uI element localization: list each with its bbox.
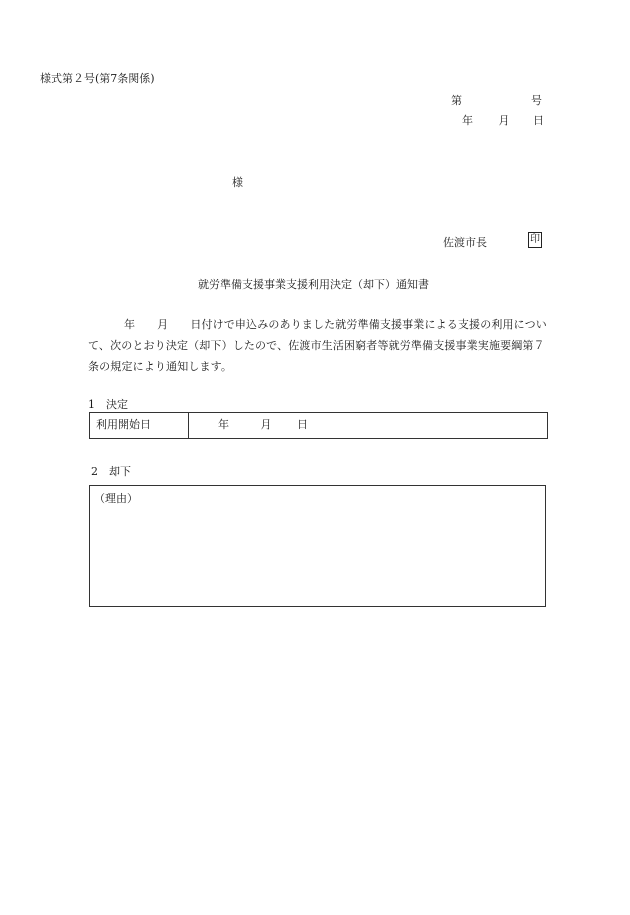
issue-date-month: 月: [498, 114, 510, 127]
body-line-2: て、次のとおり決定（却下）したので、佐渡市生活困窮者等就労準備支援事業実施要綱第７: [88, 339, 545, 352]
sender: [443, 234, 540, 250]
usage-start-day: 日: [297, 418, 308, 431]
issue-date-year: 年: [462, 114, 473, 127]
issue-number-suffix: 号: [531, 94, 542, 107]
body-date-month: 月: [157, 318, 169, 331]
usage-start-date-value: [218, 413, 308, 437]
body-line-1: [88, 314, 548, 335]
addressee-honorific: 様: [232, 176, 243, 189]
section-1-heading: 1 決定: [88, 398, 128, 411]
usage-start-date-label: 利用開始日: [90, 413, 189, 438]
reason-label: （理由）: [94, 492, 138, 505]
body-line-3: 条の規定により通知します。: [88, 360, 233, 373]
rejection-reason-box: [89, 485, 546, 607]
sender-title: 佐渡市長: [443, 236, 487, 249]
issue-number: [451, 92, 542, 108]
seal-mark: 印: [528, 232, 542, 248]
body-text: [88, 314, 548, 377]
form-number: 様式第２号(第7条関係): [40, 72, 155, 85]
section-2-heading: 2 却下: [91, 465, 131, 478]
usage-start-year: 年: [218, 418, 229, 431]
issue-date: [462, 112, 544, 128]
issue-number-prefix: 第: [451, 94, 462, 107]
body-date-year: 年: [124, 318, 136, 331]
decision-table: [89, 412, 548, 439]
issue-date-day: 日: [533, 114, 544, 127]
document-title: 就労準備支援事業支援利用決定（却下）通知書: [198, 278, 429, 291]
usage-start-month: 月: [260, 418, 272, 431]
body-line-1-text: 日付けで申込みのありました就労準備支援事業による支援の利用につい: [190, 318, 547, 331]
